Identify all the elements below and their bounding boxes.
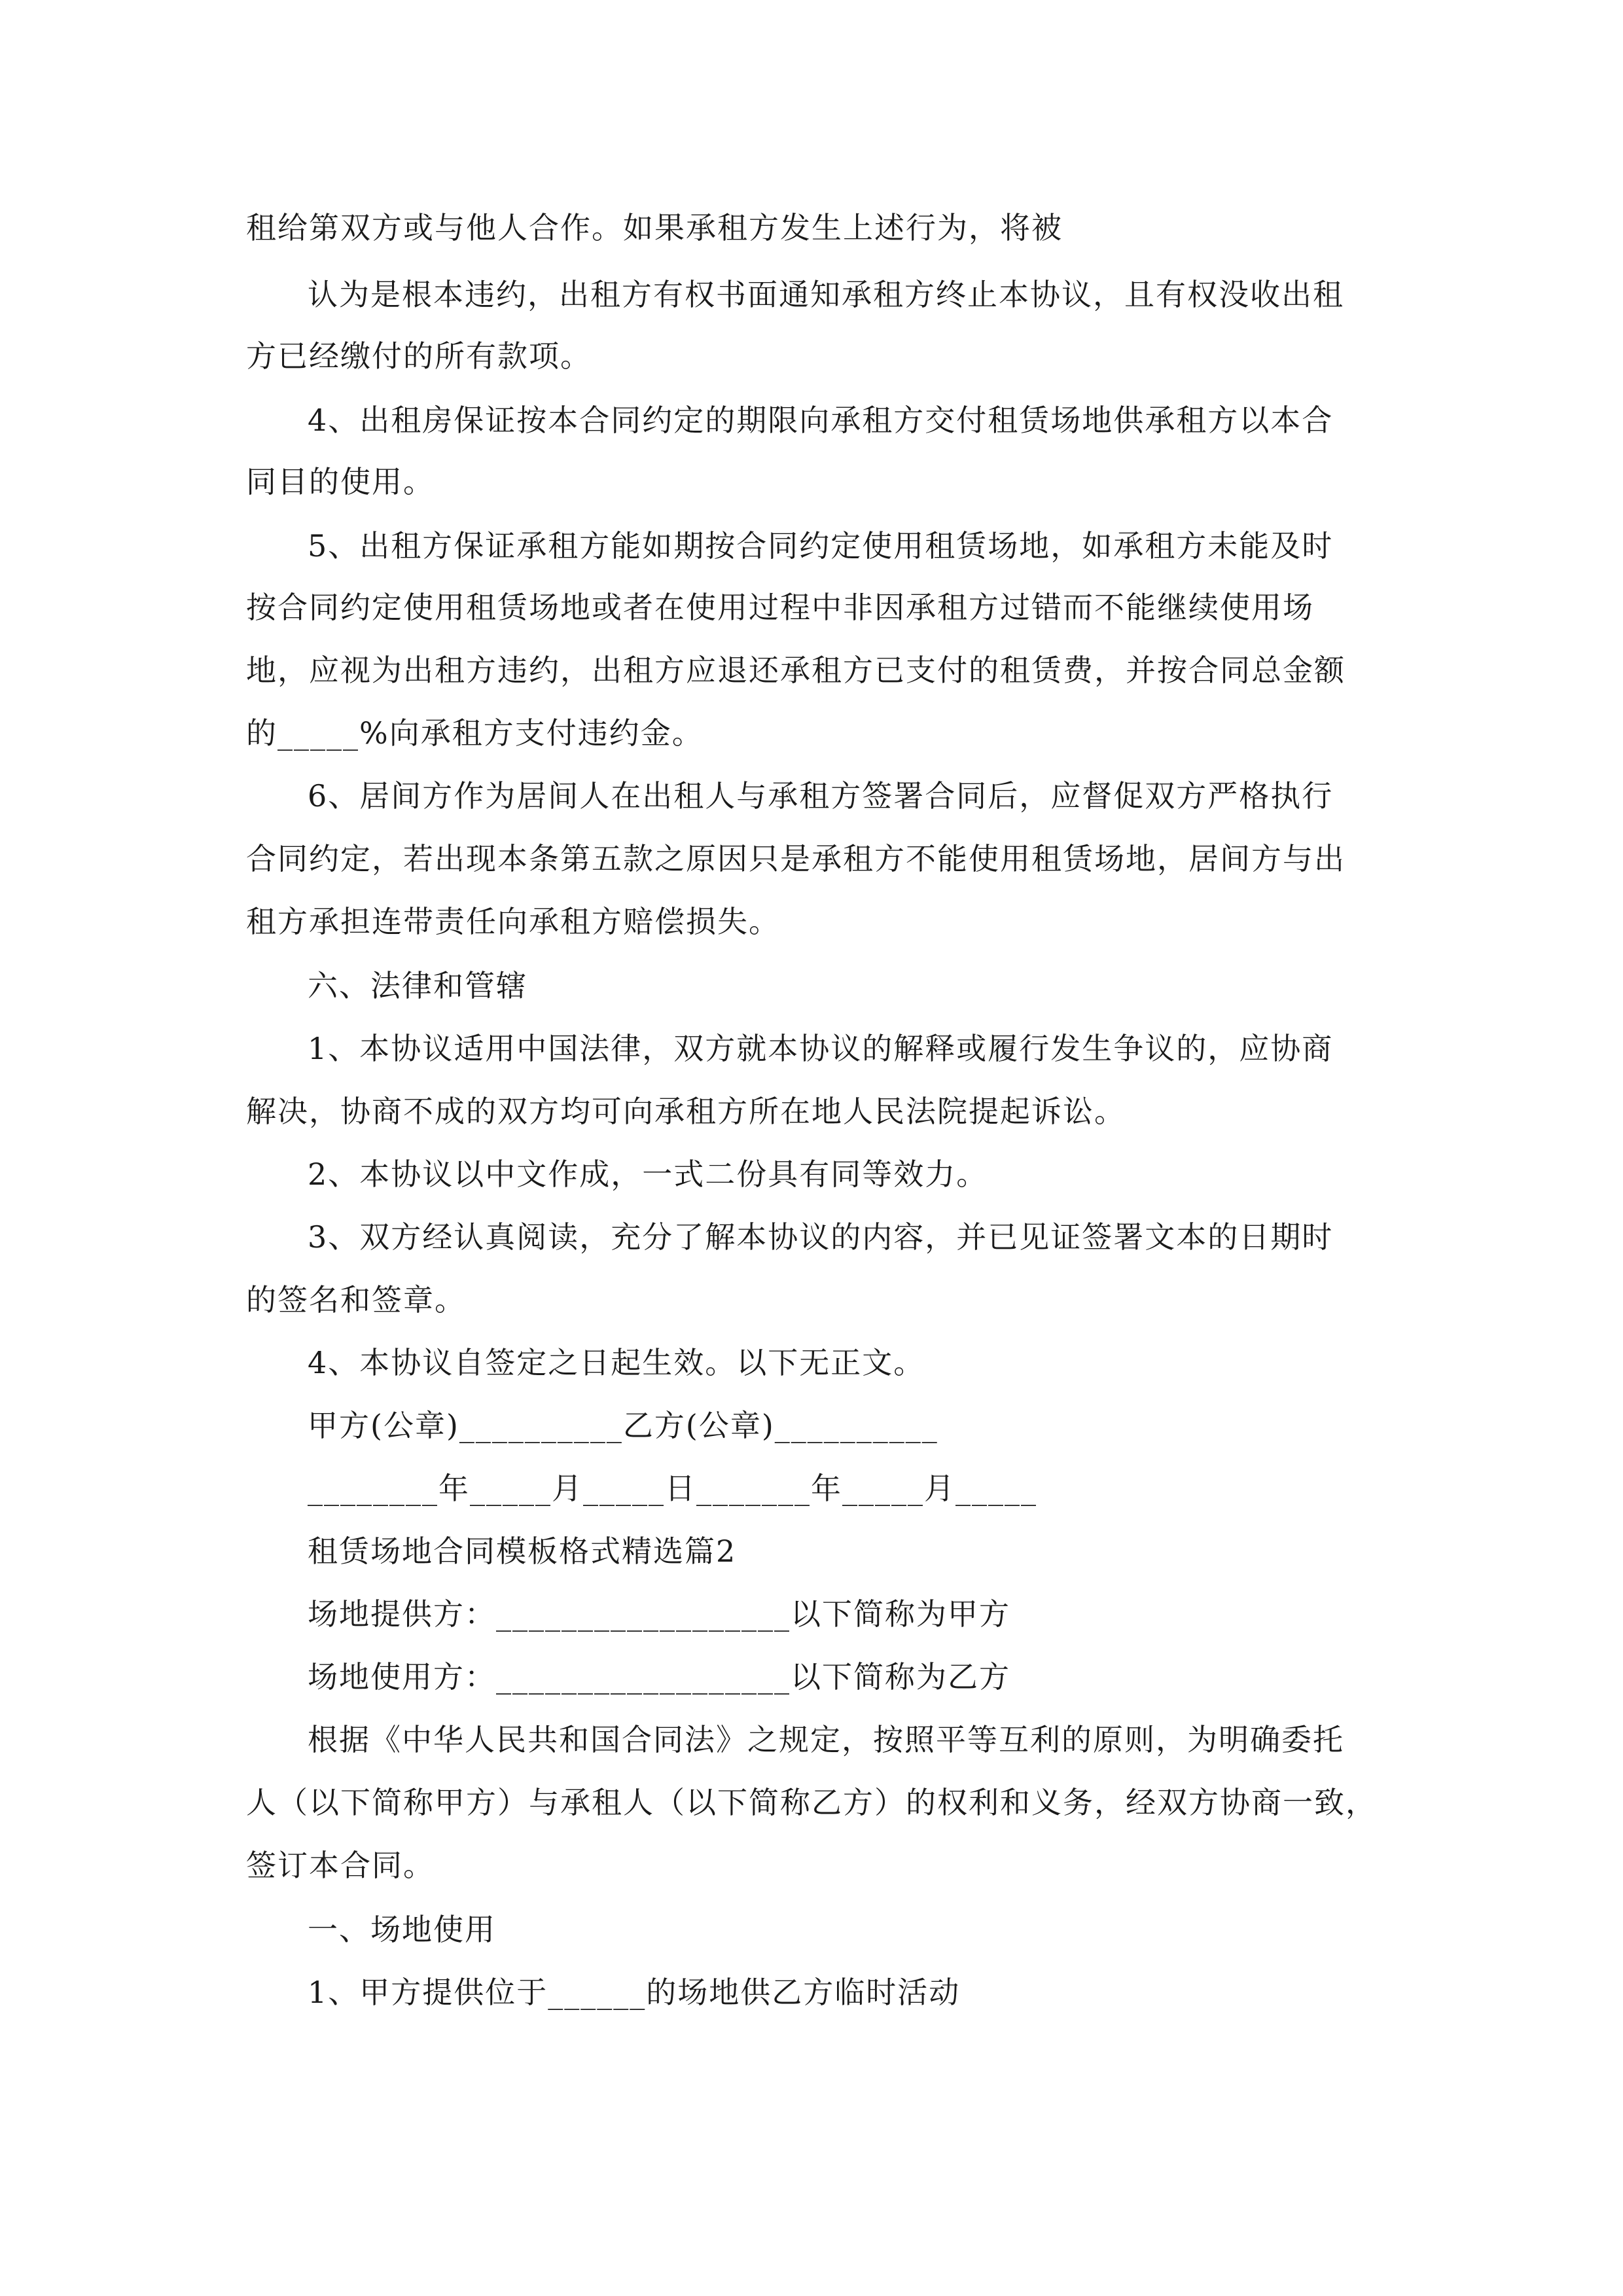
text-line-16: 2、本协议以中文作成，一式二份具有同等效力。 [308, 1157, 988, 1192]
text-line-4: 4、出租房保证按本合同约定的期限向承租方交付租赁场地供承租方以本合 [308, 403, 1334, 438]
text-line-17: 3、双方经认真阅读，充分了解本协议的内容，并已见证签署文本的日期时 [308, 1219, 1334, 1255]
contract-title-2: 租赁场地合同模板格式精选篇2 [308, 1534, 737, 1569]
text-line-11: 合同约定，若出现本条第五款之原因只是承租方不能使用租赁场地，居间方与出 [246, 841, 1346, 876]
text-line-3: 方已经缴付的所有款项。 [246, 338, 592, 374]
section-heading-6: 六、法律和管辖 [308, 968, 527, 1003]
section-heading-1: 一、场地使用 [308, 1912, 496, 1947]
date-line: ________年_____月_____日_______年_____月_____ [308, 1471, 1037, 1506]
text-line-10: 6、居间方作为居间人在出租人与承租方签署合同后，应督促双方严格执行 [308, 778, 1334, 814]
provider-line: 场地提供方：__________________以下简称为甲方 [308, 1596, 1010, 1632]
text-line-27: 签订本合同。 [246, 1848, 435, 1883]
text-line-25: 根据《中华人民共和国合同法》之规定，按照平等互利的原则，为明确委托 [308, 1722, 1344, 1757]
text-line-5: 同目的使用。 [246, 464, 435, 499]
text-line-6: 5、出租方保证承租方能如期按合同约定使用租赁场地，如承租方未能及时 [308, 528, 1334, 564]
text-line-7: 按合同约定使用租赁场地或者在使用过程中非因承租方过错而不能继续使用场 [246, 590, 1314, 625]
text-line-26: 人（以下简称甲方）与承租人（以下简称乙方）的权利和义务，经双方协商一致， [246, 1785, 1377, 1820]
text-line-15: 解决，协商不成的双方均可向承租方所在地人民法院提起诉讼。 [246, 1094, 1126, 1129]
text-line-18: 的签名和签章。 [246, 1282, 466, 1318]
text-line-14: 1、本协议适用中国法律，双方就本协议的解释或履行发生争议的，应协商 [308, 1031, 1334, 1066]
text-line-29: 1、甲方提供位于______的场地供乙方临时活动 [308, 1975, 961, 2010]
text-line-8: 地，应视为出租方违约，出租方应退还承租方已支付的租赁费，并按合同总金额 [246, 653, 1346, 688]
text-line-9: 的_____%向承租方支付违约金。 [246, 715, 704, 751]
signature-line: 甲方(公章)__________乙方(公章)__________ [308, 1408, 938, 1443]
text-line-12: 租方承担连带责任向承租方赔偿损失。 [246, 904, 780, 939]
text-line-2: 认为是根本违约，出租方有权书面通知承租方终止本协议，且有权没收出租 [308, 277, 1344, 312]
text-line-1: 租给第双方或与他人合作。如果承租方发生上述行为，将被 [246, 210, 1063, 245]
text-line-19: 4、本协议自签定之日起生效。以下无正文。 [308, 1345, 925, 1380]
user-line: 场地使用方：__________________以下简称为乙方 [308, 1659, 1010, 1695]
